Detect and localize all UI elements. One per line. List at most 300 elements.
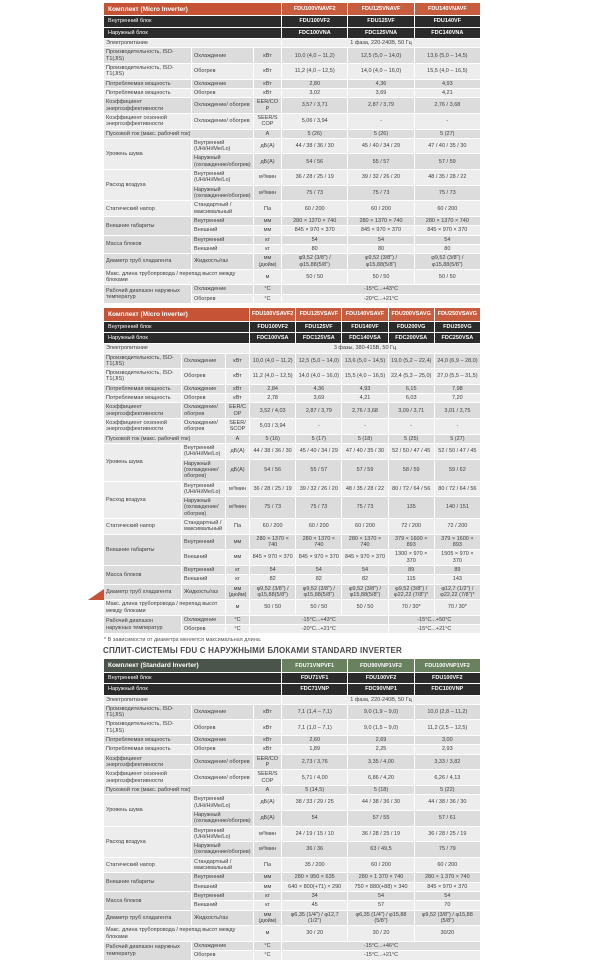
value-cell: 12,5 (5,0 – 14,0) [296,353,342,369]
value-cell: 2,73 / 3,76 [282,754,348,770]
indoor-unit-label: Внутренний блок [104,672,282,683]
value-cell: 5 (26) [348,129,414,138]
row-label-cell: Диаметр труб хладагента [104,254,192,270]
value-cell: 54 [414,235,480,244]
value-cell: 3,09 / 3,71 [388,403,434,419]
value-cell: 44 / 38 / 36 / 30 [348,795,414,811]
row-label-cell: Уровень шума [104,795,192,826]
value-cell: 3 фазы, 380-415В, 50 Гц [250,344,481,353]
value-cell: 280 × 1370 × 740 [414,216,480,225]
value-cell: 60 / 200 [296,519,342,535]
spec-row [104,565,481,574]
value-cell: 54 [342,565,388,574]
indoor-model-cell: FDU100VF2 [414,672,480,683]
value-cell: 2,78 [250,394,296,403]
unit-cell: °C [254,951,282,960]
value-cell: 3,52 / 4,03 [250,403,296,419]
row-label-cell: Диаметр труб хладагента [104,584,182,600]
value-cell: 36 / 36 [282,842,348,858]
outdoor-model-cell: FDC200VSA [388,332,434,343]
row-sublabel-cell: Наружный (охлаждение/обогрев) [192,185,254,201]
value-cell: 34 [282,892,348,901]
kit-model-cell: FDU140VNAVF [414,3,480,16]
value-cell: -20°C...+21°C [282,294,481,303]
value-cell: 82 [342,575,388,584]
value-cell: 10,0 (4,0 – 11,2) [250,353,296,369]
unit-cell: кВт [254,64,282,80]
spec-row [104,754,481,770]
indoor-model-cell: FDU71VF1 [282,672,348,683]
value-cell: 39 / 32 / 26 / 20 [296,481,342,497]
spec-row [104,88,481,97]
spec-row [104,785,481,794]
value-cell: 11,2 (4,0 – 12,5) [282,64,348,80]
row-label-cell: Пусковой ток (макс. рабочий ток) [104,129,254,138]
value-cell: 15,5 (4,0 – 16,5) [414,64,480,80]
row-label-cell: Рабочий диапазон наружных температур [104,941,192,960]
row-sublabel-cell: Наружный (охлаждение/обогрев) [192,842,254,858]
unit-cell: °C [254,294,282,303]
unit-cell: мм [226,550,250,566]
value-cell: 70 / 30* [388,600,434,616]
value-cell: 3,01 / 3,75 [434,403,480,419]
value-cell: 89 [434,565,480,574]
value-cell: - [296,419,342,435]
unit-cell: кг [226,565,250,574]
unit-cell: °C [226,625,250,634]
row-sublabel-cell: Обогрев [192,64,254,80]
row-sublabel-cell: Охлаждение [182,353,226,369]
row-label-cell: Расход воздуха [104,170,192,201]
value-cell: 24 / 19 / 15 / 10 [282,826,348,842]
spec-row [104,353,481,369]
indoor-model-cell: FDU200VG [388,321,434,332]
value-cell: 3,02 [282,88,348,97]
spec-row [104,98,481,114]
unit-cell: кВт [226,369,250,385]
row-label-cell: Рабочий диапазон наружных температур [104,285,192,304]
unit-cell: дБ(А) [254,795,282,811]
unit-cell: кг [254,235,282,244]
spec-row [104,534,481,550]
row-sublabel-cell: Наружный (охлаждение/обогрев) [192,154,254,170]
value-cell: 44 / 38 / 36 / 30 [282,138,348,154]
kit-title: Комплект (Micro Inverter) [104,3,282,16]
value-cell: 36 / 28 / 25 / 19 [348,826,414,842]
outdoor-model-cell: FDC90VNP1 [348,684,414,695]
value-cell: 36 / 28 / 25 / 19 [282,170,348,186]
value-cell: 11,2 (2,5 – 12,5) [414,720,480,736]
value-cell: 54 [296,565,342,574]
row-sublabel-cell: Охлаждение/ обогрев [192,754,254,770]
row-label-cell: Макс. длина трубопровода / перепад высот между блоками [104,600,226,616]
spec-row [104,443,481,459]
row-sublabel-cell: Охлаждение [182,384,226,393]
spec-row [104,216,481,225]
spec-row [104,584,481,600]
row-sublabel-cell: Охлаждение [192,79,254,88]
kit-model-cell: FDU100VNP1VF2 [414,659,480,672]
value-cell: 54 [348,892,414,901]
indoor-unit-row [104,16,481,27]
value-cell: 14,0 (4,0 – 16,0) [348,64,414,80]
value-cell: 50 / 50 [414,269,480,285]
row-label-cell: Внешние габариты [104,873,192,892]
spec-row [104,235,481,244]
value-cell: φ9,52 (3/8") / φ22,22 (7/8")* [388,584,434,600]
value-cell: 22,4 (5,3 – 25,0) [388,369,434,385]
value-cell: 140 / 151 [434,497,480,519]
value-cell: 75 / 73 [296,497,342,519]
row-sublabel-cell: Внутренний [182,565,226,574]
value-cell: 80 / 72 / 64 / 56 [434,481,480,497]
row-label-cell: Потребляемая мощность [104,736,192,745]
row-sublabel-cell: Внешний [192,244,254,253]
unit-cell: SEER/SCOP [254,113,282,129]
value-cell: 3,69 [296,394,342,403]
row-sublabel-cell: Охлаждение/ обогрев [182,403,226,419]
value-cell: 5 (27) [434,434,480,443]
value-cell: 72 / 200 [388,519,434,535]
row-sublabel-cell: Обогрев [192,745,254,754]
value-cell: -15°C...+43°C [250,615,389,624]
page-corner-decoration [88,589,104,600]
value-cell: 3,57 / 3,71 [282,98,348,114]
value-cell: - [434,419,480,435]
unit-cell: м³/мин [254,170,282,186]
value-cell: 12,5 (5,0 – 14,0) [348,48,414,64]
row-sublabel-cell: Наружный (охлаждение/обогрев) [182,459,226,481]
value-cell: 280 × 1 370 × 740 [414,873,480,882]
value-cell: 52 / 50 / 47 / 45 [388,443,434,459]
value-cell: 80 [414,244,480,253]
spec-row [104,720,481,736]
outdoor-model-cell: FDC100VNA [282,27,348,38]
value-cell: φ9,52 (3/8") / φ15,88(5/8") [250,584,296,600]
value-cell: 70 / 30* [434,600,480,616]
unit-cell: Па [254,857,282,873]
row-sublabel-cell: Внешний [182,550,226,566]
value-cell: 379 × 1600 × 893 [434,534,480,550]
unit-cell: кВт [254,720,282,736]
value-cell: 38 / 33 / 29 / 25 [282,795,348,811]
value-cell: 2,87 / 3,79 [348,98,414,114]
value-cell: 48 / 35 / 28 / 22 [342,481,388,497]
kit-header-row [104,3,481,16]
kit-header-row [104,659,481,672]
row-label-cell: Производительность, ISO-T1(JIS) [104,48,192,64]
spec-row [104,434,481,443]
unit-cell: EER/COP [226,403,250,419]
value-cell: 280 × 1 370 × 740 [348,873,414,882]
value-cell: 54 [282,235,348,244]
row-label-cell: Уровень шума [104,443,182,481]
row-label-cell: Макс. длина трубопровода / перепад высот между блоками [104,269,254,285]
value-cell: 845 × 970 × 370 [414,882,480,891]
value-cell: 60 / 200 [348,857,414,873]
row-label-cell: Внешние габариты [104,534,182,565]
value-cell: - [414,113,480,129]
indoor-model-cell: FDU100VF2 [282,16,348,27]
unit-cell: кг [254,244,282,253]
value-cell: 5 (22) [414,785,480,794]
spec-row [104,201,481,217]
value-cell: 50 / 50 [282,269,348,285]
value-cell: 47 / 40 / 35 / 30 [414,138,480,154]
value-cell: 70 [414,901,480,910]
outdoor-model-cell: FDC100VSA [250,332,296,343]
unit-cell: дБ(А) [254,154,282,170]
row-label-cell: Производительность, ISO-T1(JIS) [104,704,192,720]
row-label-cell: Производительность, ISO-T1(JIS) [104,353,182,369]
row-sublabel-cell: Стандартный / максимальный [192,201,254,217]
value-cell: -15°C...+43°C [282,285,481,294]
spec-row [104,64,481,80]
value-cell: 55 / 57 [348,154,414,170]
spec-row [104,138,481,154]
unit-cell: кг [254,892,282,901]
spec-row [104,403,481,419]
row-label-cell: Производительность, ISO-T1(JIS) [104,64,192,80]
spec-row [104,941,481,950]
row-label-cell: Расход воздуха [104,826,192,857]
unit-cell: кг [254,901,282,910]
indoor-model-cell: FDU250VG [434,321,480,332]
value-cell: 1505 × 970 × 370 [434,550,480,566]
kit-title: Комплект (Micro Inverter) [104,308,250,321]
unit-cell: кВт [254,48,282,64]
row-label-cell: Уровень шума [104,138,192,169]
value-cell: 60 / 200 [414,857,480,873]
unit-cell: мм (дюйм) [254,254,282,270]
kit-model-cell: FDU71VNPVF1 [282,659,348,672]
value-cell: 845 × 970 × 370 [250,550,296,566]
value-cell: 640 × 800(+71) × 290 [282,882,348,891]
unit-cell: мм [226,534,250,550]
unit-cell: A [254,129,282,138]
value-cell: 57 [348,901,414,910]
kit-model-cell: FDU100VSAVF2 [250,308,296,321]
value-cell: 280 × 1370 × 740 [250,534,296,550]
value-cell: - [348,113,414,129]
value-cell: -15°C...+21°C [388,625,480,634]
row-label-cell: Коэффициент энергоэффективности [104,98,192,114]
spec-table-micro-inverter-vsa [103,307,481,634]
outdoor-model-cell: FDC140VSA [342,332,388,343]
value-cell: 54 [348,235,414,244]
value-cell: 50 / 50 [342,600,388,616]
row-label-cell: Потребляемая мощность [104,384,182,393]
spec-row [104,519,481,535]
section-title: СПЛИТ-СИСТЕМЫ FDU С НАРУЖНЫМИ БЛОКАМИ STANDARD INVERTER [103,646,403,656]
outdoor-model-cell: FDC140VNA [414,27,480,38]
value-cell: 55 / 57 [296,459,342,481]
value-cell: 80 [282,244,348,253]
value-cell: 75 / 79 [414,842,480,858]
indoor-unit-label: Внутренний блок [104,321,250,332]
value-cell: 58 / 59 [388,459,434,481]
spec-table-standard-inverter [103,658,481,960]
value-cell: 24,0 (6,9 – 28,0) [434,353,480,369]
value-cell: 5,71 / 4,00 [282,770,348,786]
value-cell: 115 [388,575,434,584]
value-cell: φ9,52 (3/8") / φ15,88(5/8") [348,254,414,270]
value-cell: 2,84 [250,384,296,393]
row-sublabel-cell: Охлаждение/ обогрев [182,419,226,435]
value-cell: 54 [414,892,480,901]
value-cell: 5 (14,5) [282,785,348,794]
value-cell: -15°C...+21°C [282,951,481,960]
value-cell: 60 / 200 [414,201,480,217]
row-label-cell: Потребляемая мощность [104,88,192,97]
value-cell: 3,69 [348,88,414,97]
row-sublabel-cell: Охлаждение [192,941,254,950]
row-sublabel-cell: Жидкость/газ [192,254,254,270]
unit-cell: м³/мин [226,497,250,519]
value-cell: 14,0 (4,0 – 16,0) [296,369,342,385]
row-sublabel-cell: Стандартный / максимальный [182,519,226,535]
spec-row [104,419,481,435]
spec-row [104,79,481,88]
value-cell: 7,1 (1,0 – 7,1) [282,720,348,736]
spec-row [104,369,481,385]
row-label-cell: Потребляемая мощность [104,79,192,88]
value-cell: 2,87 / 3,79 [296,403,342,419]
unit-cell: дБ(А) [254,810,282,826]
spec-row [104,384,481,393]
row-label-cell: Электропитание [104,344,250,353]
value-cell: 750 × 880(+88) × 340 [348,882,414,891]
row-label-cell: Масса блоков [104,892,192,911]
row-sublabel-cell: Стандартный / максимальный [192,857,254,873]
value-cell: 60 / 200 [282,201,348,217]
row-label-cell: Статический напор [104,857,192,873]
outdoor-model-cell: FDC125VSA [296,332,342,343]
row-sublabel-cell: Наружный (охлаждение/обогрев) [192,810,254,826]
value-cell: 2,69 [348,736,414,745]
value-cell: 4,36 [348,79,414,88]
unit-cell: мм [254,226,282,235]
value-cell: 82 [296,575,342,584]
unit-cell: кВт [254,88,282,97]
spec-row [104,826,481,842]
value-cell: 845 × 970 × 370 [342,550,388,566]
value-cell: 5 (27) [414,129,480,138]
row-sublabel-cell: Охлаждение [192,704,254,720]
value-cell: 4,36 [296,384,342,393]
row-label-cell: Производительность, ISO-T1(JIS) [104,369,182,385]
value-cell: 280 × 1370 × 740 [348,216,414,225]
outdoor-unit-label: Наружный блок [104,27,282,38]
value-cell: 6,26 / 4,13 [414,770,480,786]
unit-cell: кВт [226,353,250,369]
row-label-cell: Потребляемая мощность [104,394,182,403]
value-cell: 19,0 (5,2 – 22,4) [388,353,434,369]
unit-cell: мм [254,882,282,891]
row-sublabel-cell: Жидкость/газ [182,584,226,600]
unit-cell: кг [226,575,250,584]
outdoor-model-cell: FDC71VNP [282,684,348,695]
value-cell: 45 / 40 / 34 / 29 [296,443,342,459]
spec-row [104,615,481,624]
indoor-model-cell: FDU140VF [342,321,388,332]
value-cell: 27,0 (5,5 – 31,5) [434,369,480,385]
value-cell: 5,03 / 3,94 [250,419,296,435]
unit-cell: дБ(А) [226,459,250,481]
row-label-cell: Коэффициент сезонной энергоэффективности [104,770,192,786]
value-cell: 57 / 59 [414,154,480,170]
value-cell: 3,00 [414,736,480,745]
unit-cell: м [254,926,282,942]
row-sublabel-cell: Обогрев [182,394,226,403]
value-cell: 39 / 32 / 26 / 20 [348,170,414,186]
unit-cell: EER/COP [254,754,282,770]
value-cell: 30/20 [414,926,480,942]
value-cell: 1 фаза, 220-240В, 50 Гц [282,39,481,48]
unit-cell: мм (дюйм) [226,584,250,600]
value-cell: 2,76 / 3,68 [342,403,388,419]
spec-row [104,770,481,786]
value-cell: 6,03 [388,394,434,403]
unit-cell: кВт [254,79,282,88]
outdoor-model-cell: FDC125VNA [348,27,414,38]
row-label-cell: Производительность, ISO-T1(JIS) [104,720,192,736]
row-label-cell: Электропитание [104,39,282,48]
spec-row [104,481,481,497]
unit-cell: SEER/SCOP [226,419,250,435]
row-label-cell: Пусковой ток (макс. рабочий ток) [104,434,226,443]
unit-cell: °C [254,941,282,950]
standard-inverter-table-host [103,658,481,960]
value-cell: -20°C...+21°C [250,625,389,634]
row-sublabel-cell: Внутренний [192,892,254,901]
row-sublabel-cell: Внутренний (UHi/Hi/Me/Lo) [192,826,254,842]
value-cell: 47 / 40 / 35 / 30 [342,443,388,459]
spec-row [104,736,481,745]
value-cell: 75 / 73 [282,185,348,201]
outdoor-unit-row [104,684,481,695]
value-cell: 845 × 970 × 370 [296,550,342,566]
value-cell: 72 / 200 [434,519,480,535]
micro-inverter-vsa-table-host [103,307,481,634]
value-cell: φ6,35 (1/4") / φ12,7 (1/2") [282,910,348,926]
value-cell: 57 / 61 [414,810,480,826]
value-cell: 75 / 73 [348,185,414,201]
value-cell: 379 × 1600 × 893 [388,534,434,550]
spec-row [104,695,481,704]
spec-row [104,129,481,138]
value-cell: 3,33 / 3,82 [414,754,480,770]
value-cell: 1 фаза, 220-240В, 50 Гц [282,695,481,704]
value-cell: 845 × 970 × 370 [348,226,414,235]
value-cell: 2,60 [282,736,348,745]
row-label-cell: Электропитание [104,695,282,704]
row-sublabel-cell: Обогрев [192,720,254,736]
value-cell: φ12,7 (1/2") / φ22,22 (7/8")* [434,584,480,600]
value-cell: 2,25 [348,745,414,754]
row-label-cell: Масса блоков [104,565,182,584]
unit-cell: м³/мин [254,842,282,858]
value-cell: 143 [434,575,480,584]
value-cell: -15°C...+50°C [388,615,480,624]
value-cell: 280 × 950 × 635 [282,873,348,882]
value-cell: 30 / 20 [348,926,414,942]
unit-cell: Па [254,201,282,217]
value-cell: 845 × 970 × 370 [282,226,348,235]
value-cell: 7,20 [434,394,480,403]
value-cell: 5 (25) [388,434,434,443]
row-sublabel-cell: Внутренний (UHi/Hi/Me/Lo) [182,443,226,459]
